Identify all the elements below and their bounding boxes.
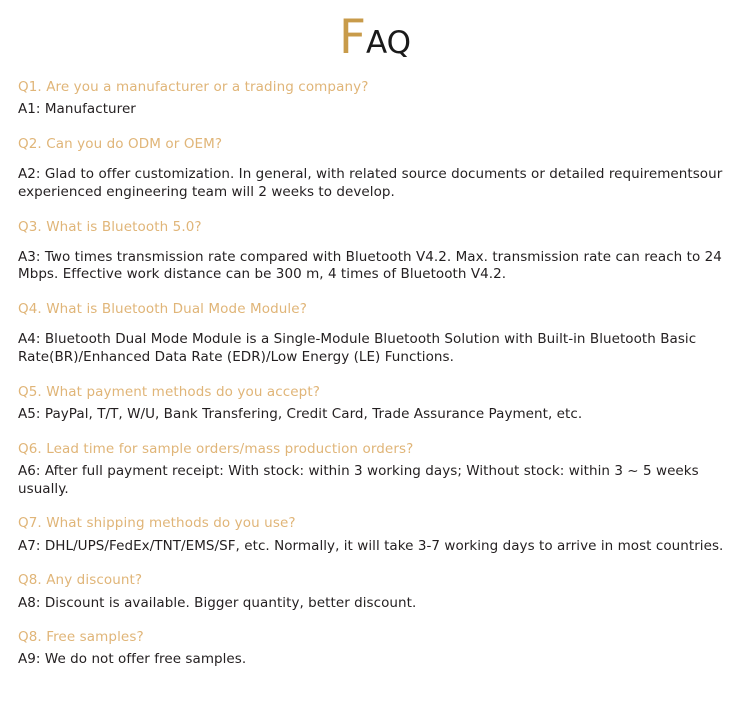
title-initial-letter: F bbox=[338, 10, 366, 65]
faq-item bbox=[18, 441, 732, 499]
faq-question: Q1. Are you a manufacturer or a trading company? bbox=[18, 79, 369, 95]
faq-answer: A7: DHL/UPS/FedEx/TNT/EMS/SF, etc. Normally, it will take 3-7 working days to arrive in most countries. bbox=[18, 537, 724, 554]
faq-item bbox=[18, 515, 732, 555]
faq-answer: A6: After full payment receipt: With stock: within 3 working days; Without stock: within 3 ~ 5 weeks usually. bbox=[18, 462, 699, 497]
spacer bbox=[18, 158, 732, 166]
faq-list bbox=[0, 79, 750, 669]
title-remaining-letters: AQ bbox=[365, 25, 412, 61]
faq-item bbox=[18, 219, 732, 285]
faq-question: Q6. Lead time for sample orders/mass production orders? bbox=[18, 440, 414, 457]
faq-question: Q7. What shipping methods do you use? bbox=[18, 515, 296, 532]
faq-answer: A2: Glad to offer customization. In general, with related source documents or detailed requirementsour experienced engineering team will 2 weeks to develop. bbox=[18, 166, 723, 200]
faq-item bbox=[18, 301, 732, 367]
faq-question: Q3. What is Bluetooth 5.0? bbox=[18, 218, 202, 235]
faq-answer: A1: Manufacturer bbox=[18, 101, 136, 118]
spacer bbox=[18, 241, 732, 249]
faq-question: Q2. Can you do ODM or OEM? bbox=[18, 135, 223, 152]
spacer bbox=[18, 323, 732, 331]
faq-item bbox=[18, 629, 732, 669]
page-title bbox=[0, 0, 750, 63]
faq-item bbox=[18, 572, 732, 612]
faq-item bbox=[18, 79, 732, 119]
faq-question: Q8. Any discount? bbox=[18, 572, 143, 589]
faq-answer: A4: Bluetooth Dual Mode Module is a Single-Module Bluetooth Solution with Built-in Bluetooth Basic Rate(BR)/Enhanced Data Rate (EDR)/Low Energy (LE) Functions. bbox=[18, 331, 697, 366]
faq-question: Q8. Free samples? bbox=[18, 629, 144, 646]
faq-item bbox=[18, 384, 732, 424]
faq-question: Q5. What payment methods do you accept? bbox=[18, 383, 321, 400]
faq-title bbox=[338, 10, 412, 65]
faq-answer: A3: Two times transmission rate compared with Bluetooth V4.2. Max. transmission rate can reach to 24 Mbps. Effective work distance can be 300 m, 4 times of Bluetooth V4.2. bbox=[18, 248, 722, 283]
faq-item bbox=[18, 136, 732, 202]
faq-answer: A9: We do not offer free samples. bbox=[18, 651, 247, 668]
faq-question: Q4. What is Bluetooth Dual Mode Module? bbox=[18, 301, 307, 318]
faq-answer: A5: PayPal, T/T, W/U, Bank Transfering, Credit Card, Trade Assurance Payment, etc. bbox=[18, 406, 583, 423]
faq-answer: A8: Discount is available. Bigger quantity, better discount. bbox=[18, 594, 417, 611]
